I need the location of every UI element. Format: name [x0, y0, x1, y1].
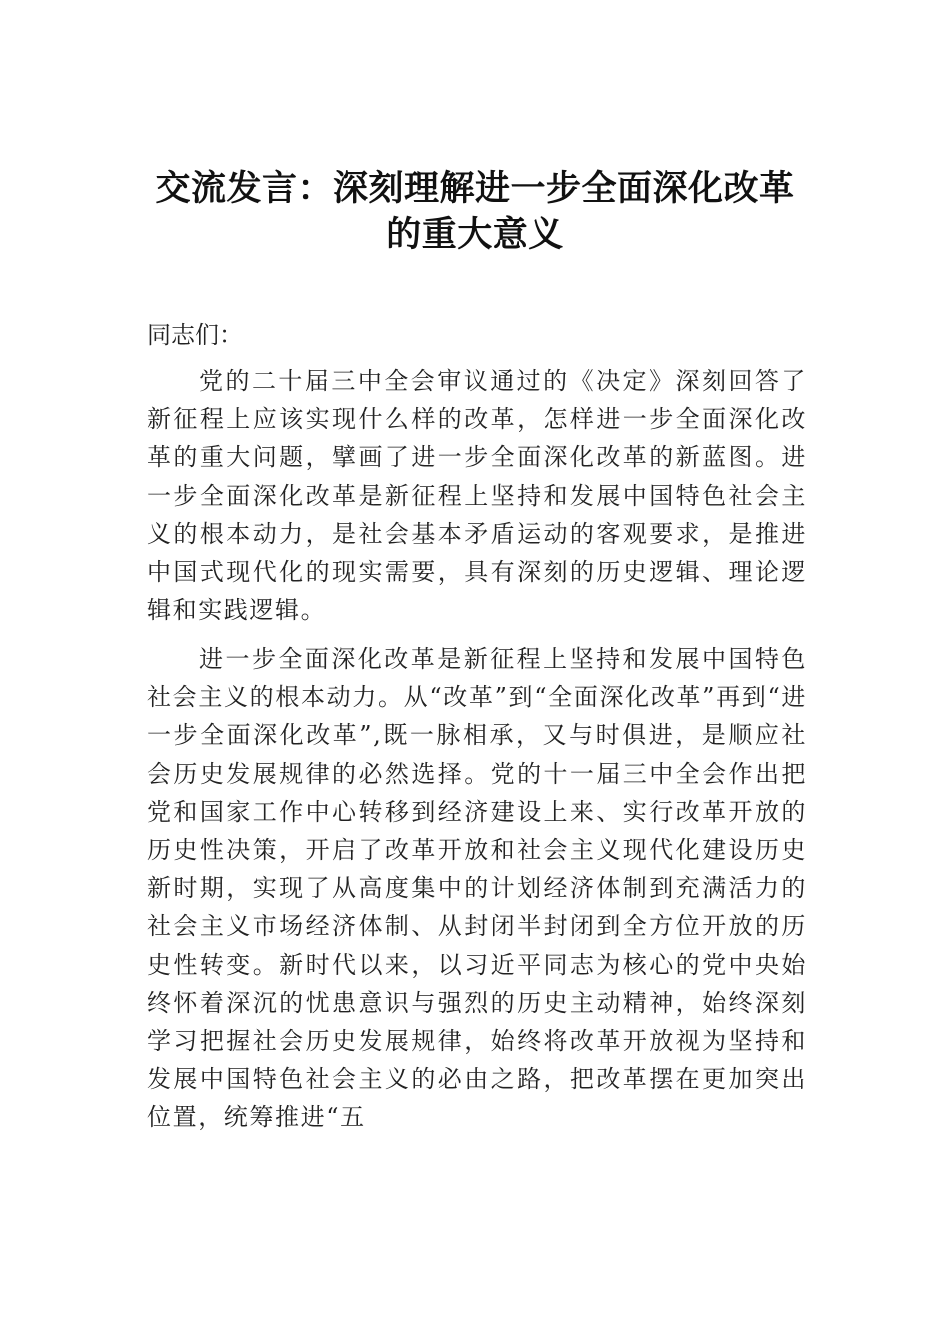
salutation: 同志们：	[147, 321, 243, 349]
title-line-2: 的重大意义	[386, 215, 564, 255]
paragraph-1: 党的二十届三中全会审议通过的《决定》深刻回答了新征程上应该实现什么样的改革，怎样进一步全面深化改革的重大问题，擘画了进一步全面深化改革的新蓝图。进一步全面深化改革是新征程上坚持和发展中国特色社会主义的根本动力，是社会基本矛盾运动的客观要求，是推进中国式现代化的现实需要，具有深刻的历史逻辑、理论逻辑和实践逻辑。	[147, 367, 807, 625]
paragraph-2: 进一步全面深化改革是新征程上坚持和发展中国特色社会主义的根本动力。从“改革”到“全面深化改革”再到“进一步全面深化改革”,既一脉相承，又与时俱进，是顺应社会历史发展规律的必然选择。党的十一届三中全会作出把党和国家工作中心转移到经济建设上来、实行改革开放的历史性决策，开启了改革开放和社会主义现代化建设历史新时期，实现了从高度集中的计划经济体制到充满活力的社会主义市场经济体制、从封闭半封闭到全方位开放的历史性转变。新时代以来，以习近平同志为核心的党中央始终怀着深沉的忧患意识与强烈的历史主动精神，始终深刻学习把握社会历史发展规律，始终将改革开放视为坚持和发展中国特色社会主义的必由之路，把改革摆在更加突出位置，统筹推进“五	[147, 645, 807, 1132]
document-title	[130, 166, 820, 258]
title-line-1: 交流发言：深刻理解进一步全面深化改革	[155, 169, 795, 209]
